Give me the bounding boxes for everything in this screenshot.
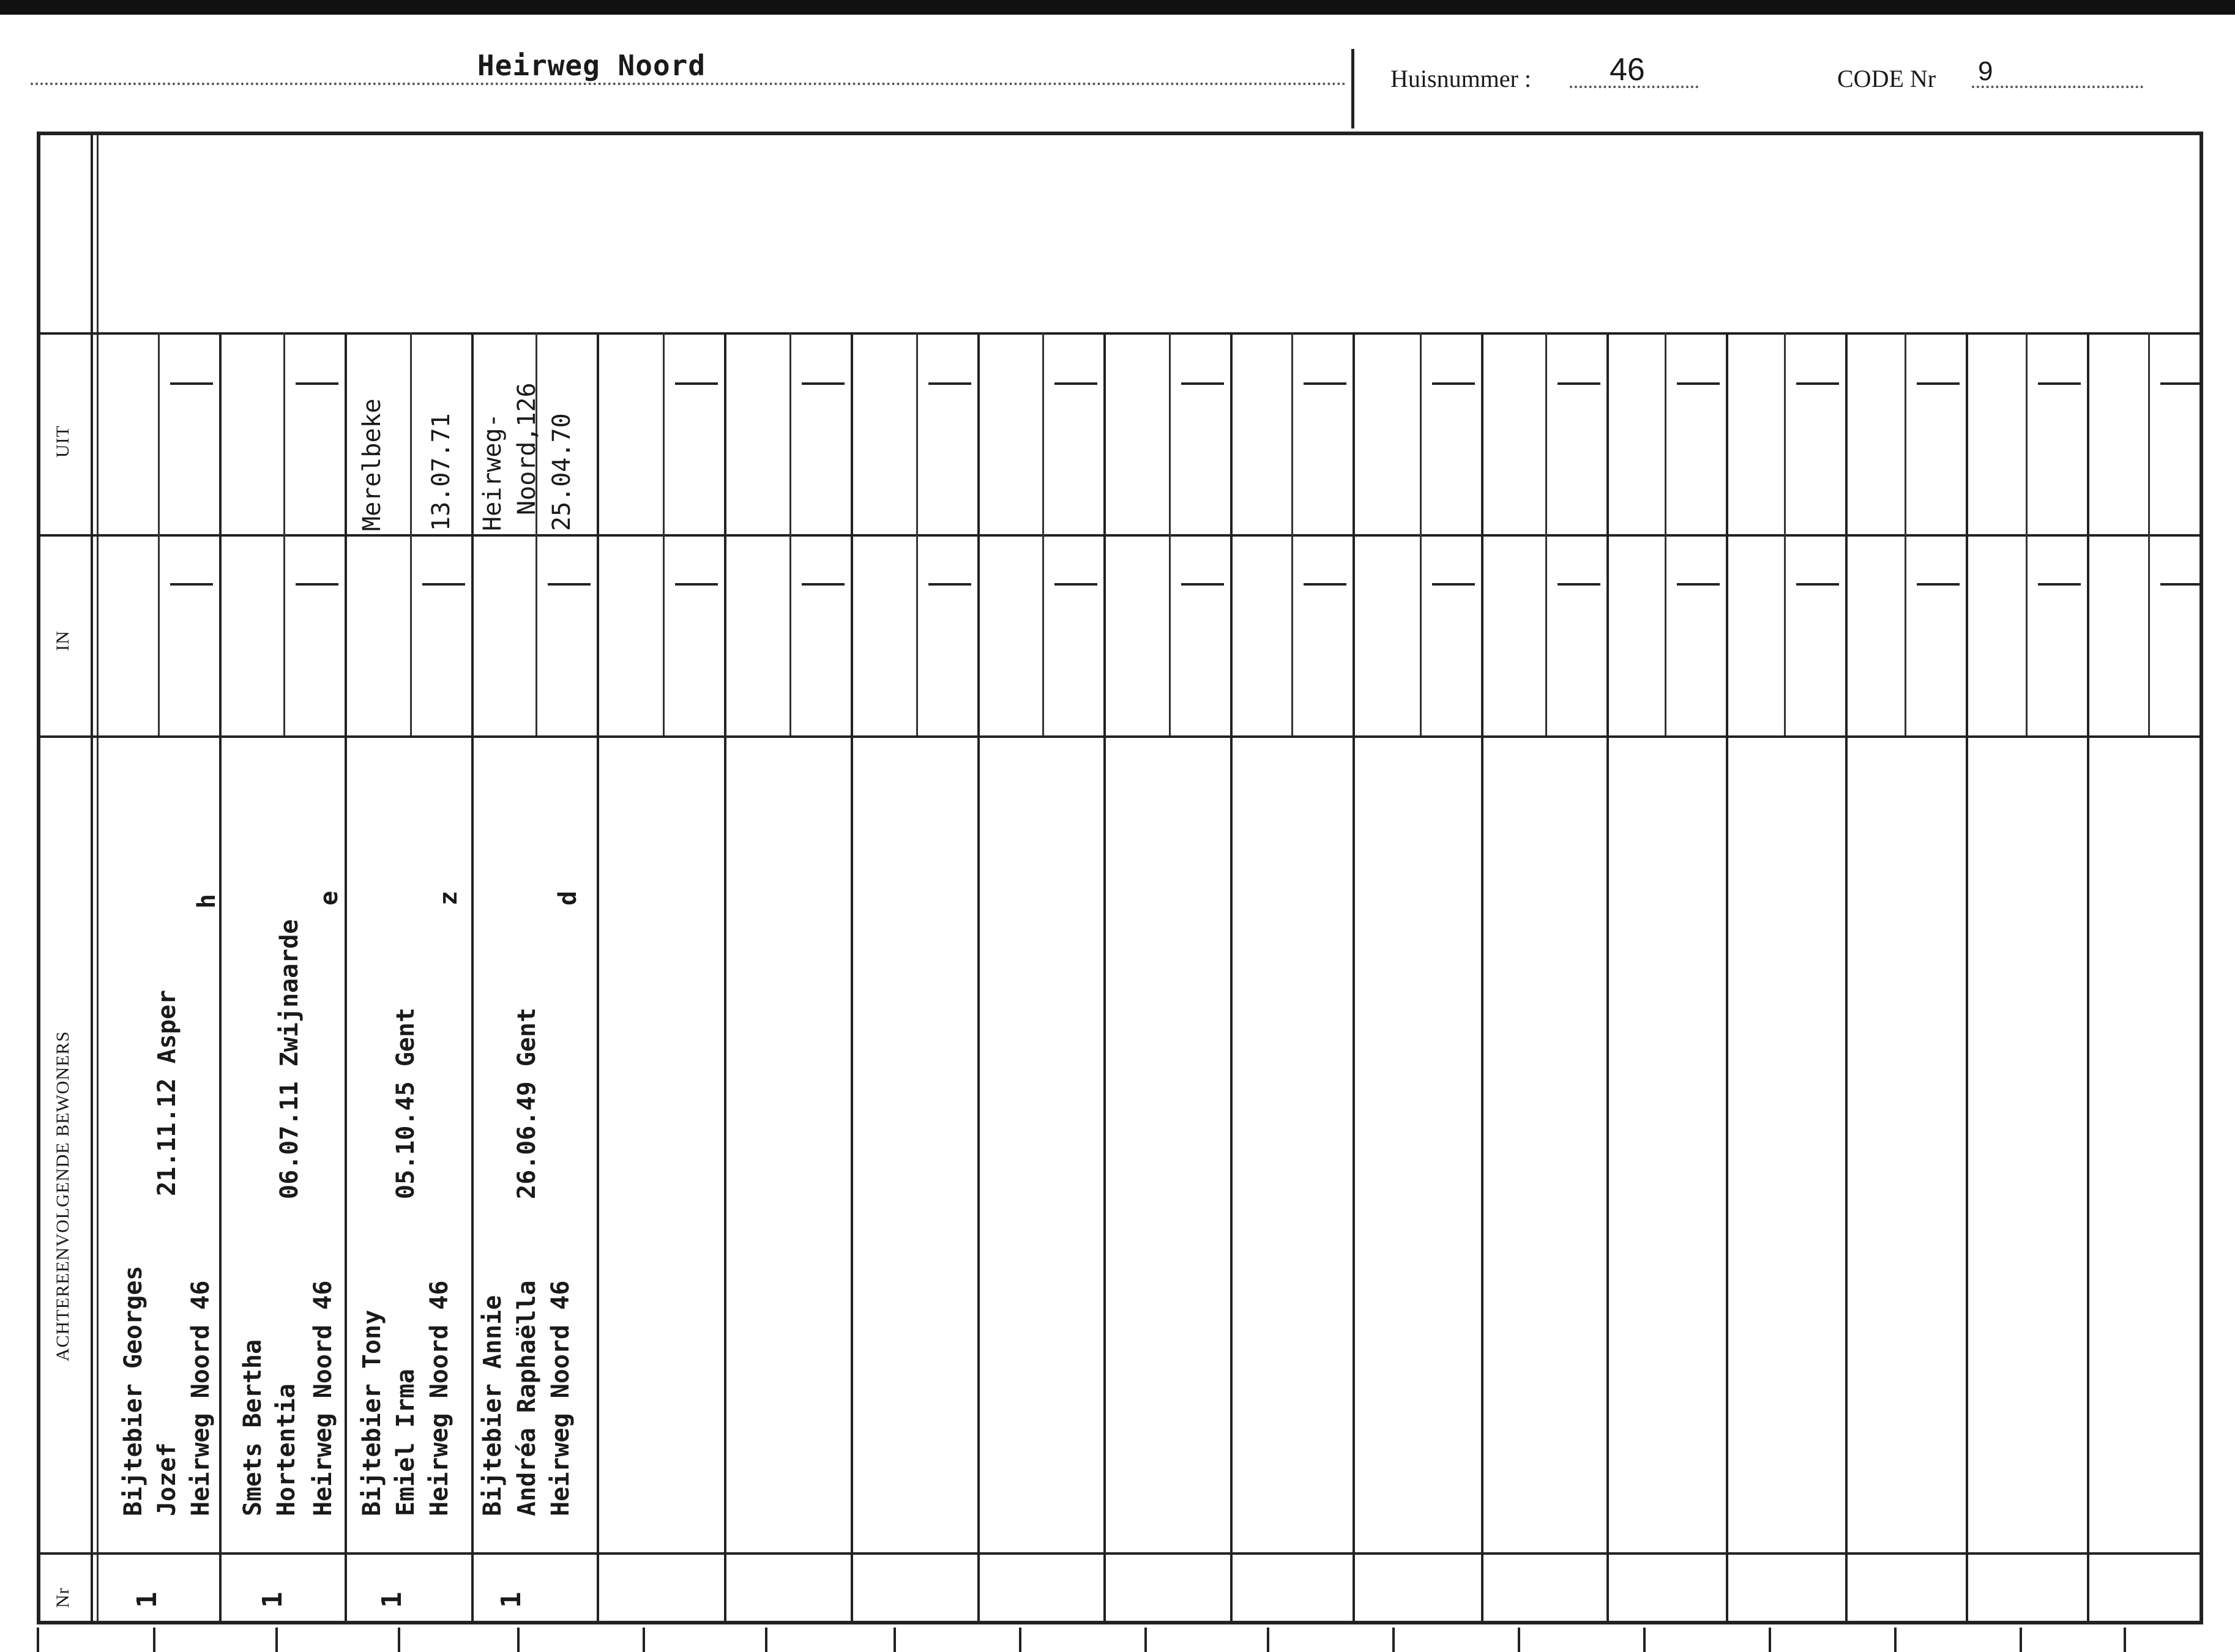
bottom-tick — [1144, 1628, 1147, 1652]
in-dash — [548, 583, 591, 586]
resident-3-address: Heirweg Noord 46 — [425, 1280, 453, 1516]
sub-column-divider — [1291, 332, 1293, 735]
column-divider — [219, 332, 222, 1624]
in-dash — [1181, 583, 1224, 586]
in-dash — [422, 583, 465, 586]
resident-4-uit-place-line2: Noord,126 — [513, 382, 541, 515]
in-dash — [802, 583, 845, 586]
column-divider — [2087, 332, 2089, 1624]
bewoners-top-line — [37, 735, 2203, 738]
uit-dash — [1432, 382, 1475, 385]
resident-3-given-name: Emiel Irma — [392, 1369, 420, 1516]
resident-2-address: Heirweg Noord 46 — [309, 1280, 337, 1516]
bottom-tick — [1267, 1628, 1269, 1652]
column-divider — [1966, 332, 1968, 1624]
section-label-uit: UIT — [53, 425, 73, 458]
uit-dash — [2160, 382, 2203, 385]
section-label-nr: Nr — [53, 1587, 73, 1608]
section-label-bewoners: ACHTEREENVOLGENDE BEWONERS — [53, 1030, 73, 1361]
bottom-tick — [1518, 1628, 1520, 1652]
label-column-divider — [91, 135, 93, 1621]
bottom-tick — [1019, 1628, 1021, 1652]
uit-dash — [1796, 382, 1839, 385]
bottom-tick — [37, 1628, 39, 1652]
resident-1-code: h — [193, 893, 221, 909]
uit-dash — [802, 382, 845, 385]
in-dash — [296, 583, 338, 586]
resident-2-birth: 06.07.11 Zwijnaarde — [275, 919, 304, 1199]
sub-column-divider — [1420, 332, 1422, 735]
sub-column-divider — [1169, 332, 1171, 735]
house-number-label: Huisnummer : — [1390, 65, 1531, 92]
bottom-tick — [398, 1628, 400, 1652]
resident-3-uit-place: Merelbeke — [358, 398, 386, 531]
column-divider — [1845, 332, 1848, 1624]
sub-column-divider — [283, 332, 285, 735]
in-dash — [1432, 583, 1475, 586]
uit-dash — [1917, 382, 1960, 385]
street-dotted-line — [31, 83, 1346, 85]
section-label-in: IN — [53, 630, 73, 651]
column-divider — [1726, 332, 1728, 1624]
resident-2-given-name: Hortentia — [272, 1383, 300, 1516]
resident-4-given-name: Andréa Raphaëlla — [513, 1280, 541, 1516]
bottom-tick — [1894, 1628, 1897, 1652]
bottom-tick — [1392, 1628, 1395, 1652]
code-number-value: 9 — [1978, 56, 1993, 86]
code-number-label: CODE Nr — [1837, 65, 1936, 92]
bottom-tick — [894, 1628, 896, 1652]
in-dash — [2038, 583, 2081, 586]
sub-column-divider — [789, 332, 791, 735]
column-divider — [1230, 332, 1233, 1624]
sub-column-divider — [2026, 332, 2028, 735]
in-dash — [1558, 583, 1600, 586]
uit-top-line — [37, 332, 2203, 335]
uit-dash — [1304, 382, 1346, 385]
resident-1-nr: 1 — [132, 1591, 163, 1608]
resident-1-birth: 21.11.12 Asper — [153, 989, 181, 1196]
sub-column-divider — [916, 332, 918, 735]
bottom-tick — [2020, 1628, 2022, 1652]
column-divider — [1481, 332, 1483, 1624]
house-number-value: 46 — [1610, 52, 1645, 87]
uit-dash — [2038, 382, 2081, 385]
bottom-tick — [517, 1628, 520, 1652]
header-divider — [1351, 49, 1354, 128]
sub-column-divider — [1545, 332, 1547, 735]
column-divider — [977, 332, 980, 1624]
in-dash — [675, 583, 718, 586]
column-divider — [597, 332, 599, 1624]
in-top-line — [37, 534, 2203, 537]
resident-2-code: e — [315, 890, 343, 906]
uit-dash — [1054, 382, 1097, 385]
nr-top-line — [37, 1552, 2203, 1555]
resident-4-uit-place-line1: Heirweg- — [479, 413, 507, 531]
resident-4-birth: 26.06.49 Gent — [513, 1007, 541, 1199]
sub-column-divider — [1665, 332, 1666, 735]
sub-column-divider — [1784, 332, 1786, 735]
sub-column-divider — [2148, 332, 2150, 735]
uit-dash — [170, 382, 213, 385]
uit-dash — [675, 382, 718, 385]
resident-4-uit-date: 25.04.70 — [548, 413, 576, 531]
resident-3-code: z — [435, 890, 463, 906]
resident-3-birth: 05.10.45 Gent — [392, 1007, 420, 1199]
resident-1-name: Bijtebier Georges — [119, 1265, 147, 1516]
resident-4-code: d — [554, 890, 582, 906]
uit-dash — [1558, 382, 1600, 385]
sub-column-divider — [663, 332, 665, 735]
resident-2-name: Smets Bertha — [239, 1339, 267, 1516]
bottom-tick — [1643, 1628, 1646, 1652]
resident-3-nr: 1 — [376, 1591, 408, 1608]
column-divider — [1103, 332, 1106, 1624]
resident-1-address: Heirweg Noord 46 — [187, 1280, 215, 1516]
column-divider — [851, 332, 853, 1624]
in-dash — [1677, 583, 1720, 586]
in-dash — [170, 583, 213, 586]
top-border — [0, 0, 2235, 15]
uit-dash — [1677, 382, 1720, 385]
column-divider — [1606, 332, 1609, 1624]
resident-4-name: Bijtebier Annie — [479, 1295, 507, 1516]
code-number-dotted-line — [1972, 86, 2143, 88]
resident-2-nr: 1 — [257, 1591, 288, 1608]
bottom-tick — [765, 1628, 767, 1652]
resident-3-name: Bijtebier Tony — [358, 1309, 386, 1516]
in-dash — [1917, 583, 1960, 586]
uit-dash — [1181, 382, 1224, 385]
uit-dash — [296, 382, 338, 385]
in-dash — [1054, 583, 1097, 586]
bottom-tick — [2124, 1628, 2126, 1652]
in-dash — [1304, 583, 1346, 586]
column-divider — [724, 332, 726, 1624]
in-dash — [1796, 583, 1839, 586]
sub-column-divider — [410, 332, 412, 735]
bottom-tick — [643, 1628, 645, 1652]
resident-4-nr: 1 — [496, 1591, 527, 1608]
street-name: Heirweg Noord — [477, 49, 706, 82]
bottom-tick — [1769, 1628, 1771, 1652]
bottom-tick — [153, 1628, 155, 1652]
label-column-divider-inner — [97, 135, 99, 1621]
resident-3-uit-date: 13.07.71 — [427, 413, 455, 531]
resident-4-address: Heirweg Noord 46 — [547, 1280, 575, 1516]
column-divider — [1353, 332, 1355, 1624]
sub-column-divider — [1042, 332, 1044, 735]
column-divider — [345, 332, 347, 1624]
uit-dash — [928, 382, 971, 385]
in-dash — [2160, 583, 2203, 586]
bottom-tick — [275, 1628, 278, 1652]
sub-column-divider — [158, 332, 160, 735]
sub-column-divider — [1905, 332, 1906, 735]
column-divider — [471, 332, 474, 1624]
in-dash — [928, 583, 971, 586]
resident-1-given-name: Jozef — [153, 1442, 181, 1516]
